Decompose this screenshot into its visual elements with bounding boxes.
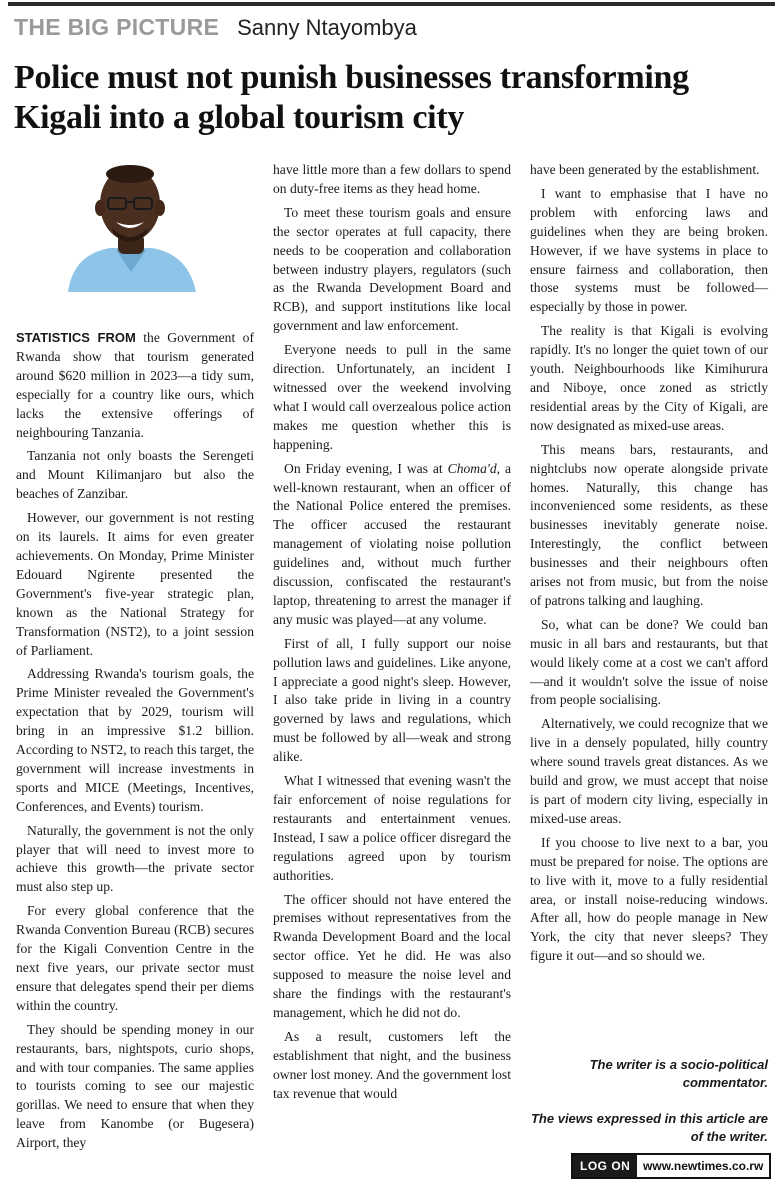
article-column-2 xyxy=(273,161,511,1109)
writer-bio-note: The writer is a socio-political commentator. xyxy=(589,1057,768,1090)
venue-name: Choma'd xyxy=(447,460,497,476)
paragraph: Alternatively, we could recognize that we live in a densely populated, hilly country where sound travels great distances. As we build and grow, we must accept that noise is part of modern city living, especially in mixed-use areas. xyxy=(530,716,768,826)
article-headline: Police must not punish businesses transforming Kigali into a global tourism city xyxy=(14,59,689,136)
lead-in: STATISTICS FROM xyxy=(16,330,136,345)
paragraph: have been generated by the establishment. xyxy=(530,162,760,177)
log-on-label: LOG ON xyxy=(573,1155,637,1177)
disclaimer-note: The views expressed in this article are of the writer. xyxy=(530,1111,768,1144)
author-byline: Sanny Ntayombya xyxy=(237,14,417,40)
paragraph: As a result, customers left the establishment that night, and the business owner lost money. And the government lost tax revenue that would xyxy=(273,1028,511,1101)
paragraph: The officer should not have entered the premises without representatives from the Rwanda Development Board and the local sector office. Yet he did. He was also supposed to measure the noise level and share the findings with the restaurant's management, which he did not do. xyxy=(273,891,511,1020)
paragraph: On Friday evening, I was at Choma'd, a well-known restaurant, when an officer of the National Police entered the premises. The officer accused the restaurant management of violating noise pollution guidelines and, without much further discussion, confiscated the restaurant's laptop, threatening to arrest the manager if any music was played—at any volume. xyxy=(273,460,511,627)
paragraph: STATISTICS FROM the Government of Rwanda show that tourism generated around $620 million in 2023—a tidy sum, especially for a country like ours, which lacks the extensive offerings of neighbouring Tanzania. xyxy=(16,330,254,440)
paragraph: However, our government is not resting on its laurels. It aims for even greater achievements. On Monday, Prime Minister Edouard Ngirente presented the Government's five-year strategic plan, known as the National Strategy for Transformation (NST2), to a joint session of Parliament. xyxy=(16,510,254,658)
paragraph: have little more than a few dollars to spend on duty-free items as they head home. xyxy=(273,162,511,196)
paragraph: Naturally, the government is not the only player that will need to invest more to achieve this growth—the private sector must also step up. xyxy=(16,822,254,895)
paragraph: They should be spending money in our restaurants, bars, nightspots, curio shops, and with tour companies. The same applies to tourists coming to see our majestic gorillas. We need to ensure that when they leave from Kanombe (or Bugesera) Airport, they xyxy=(16,1021,254,1151)
paragraph: The reality is that Kigali is evolving rapidly. It's no longer the quiet town of our youth. Neighbourhoods like Kimihurura and Niboye, once zoned as strictly residential areas by the City of Kigali, are now designated as mixed-use areas. xyxy=(530,323,768,433)
column-kicker: THE BIG PICTURE xyxy=(14,14,220,40)
paragraph: What I witnessed that evening wasn't the fair enforcement of noise regulations for restaurants and entertainment venues. Instead, I saw a police officer disregard the regulations agreed upon by tourism authorities. xyxy=(273,773,511,883)
article-column-3 xyxy=(530,161,768,971)
column-header xyxy=(14,14,417,54)
paragraph: To meet these tourism goals and ensure the sector operates at full capacity, there needs to be cooperation and collaboration between industry players, regulators (such as the Rwanda Development Board and RCB), and support institutions like local government and law enforcement. xyxy=(273,204,511,334)
paragraph: This means bars, restaurants, and nightclubs now operate alongside private homes. Naturally, this change has inconvenienced some residents, as these businesses inevitably generate noise. Interestingly, the conflict between businesses and their neighbours often arises not from music, but from the noise of patrons talking and laughing. xyxy=(530,441,768,608)
paragraph: Addressing Rwanda's tourism goals, the Prime Minister revealed the Government's expectation that by 2029, tourism will bring in an impressive $1.2 billion. According to NST2, to reach this target, the government will increase investments in sports and MICE (Meetings, Incentives, Conferences, and Events) tourism. xyxy=(16,666,254,814)
top-rule xyxy=(8,2,775,6)
article-column-1 xyxy=(16,329,254,1158)
paragraph: I want to emphasise that I have no problem with enforcing laws and guidelines when they are being broken. However, if we have systems in place to ensure fairness and collaboration, then those systems must be followed—especially by those in power. xyxy=(530,185,768,315)
paragraph: If you choose to live next to a bar, you must be prepared for noise. The options are to live with it, move to a fully residential area, or install noise-reducing windows. After all, how do people manage in New York, the city that never sleeps? They figure it out—and so should we. xyxy=(530,834,768,964)
website-banner[interactable] xyxy=(571,1153,771,1179)
paragraph: For every global conference that the Rwanda Convention Bureau (RCB) secures for the Kigali Convention Centre in the next five years, our private sector must ensure that delegates spend their per diems within the country. xyxy=(16,903,254,1013)
website-link[interactable]: www.newtimes.co.rw xyxy=(643,1159,764,1173)
author-portrait-icon xyxy=(66,160,196,292)
paragraph: Tanzania not only boasts the Serengeti and Mount Kilimanjaro but also the beaches of Zanzibar. xyxy=(16,448,254,502)
paragraph: So, what can be done? We could ban music in all bars and restaurants, but that would likely come at a cost we can't afford—and it wouldn't solve the issue of noise from people socialising. xyxy=(530,616,768,708)
paragraph: Everyone needs to pull in the same direction. Unfortunately, an incident I witnessed over the weekend involving what I would call overzealous police action makes me question whether this is happening. xyxy=(273,342,511,452)
paragraph: First of all, I fully support our noise pollution laws and guidelines. Like anyone, I appreciate a good night's sleep. However, I also take pride in living in a country governed by laws and regulations, which must be followed by all—weak and strong alike. xyxy=(273,635,511,765)
